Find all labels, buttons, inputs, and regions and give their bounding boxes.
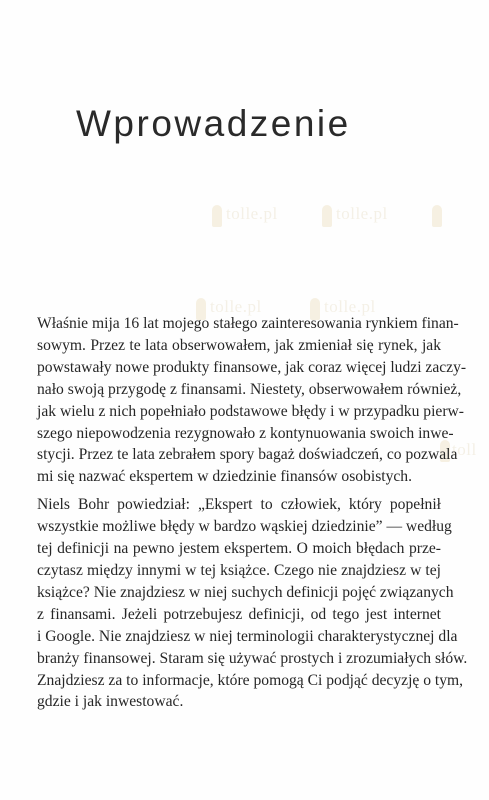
watermark-text: tolle.pl xyxy=(324,297,376,316)
text-line: stycji. Przez te lata zebrałem spory bagaż doświadczeń, co pozwala xyxy=(37,446,458,464)
text-line: czytasz między innymi w tej książce. Czego nie znajdziesz w tej xyxy=(37,561,441,579)
text-line: Właśnie mija 16 lat mojego stałego zainteresowania rynkiem finan- xyxy=(37,315,459,332)
watermark-mark xyxy=(432,205,442,227)
text-line: nało swoją przygodę z finansami. Niestety, obserwowałem również, xyxy=(37,380,462,398)
chapter-title: Wprowadzenie xyxy=(76,103,351,144)
text-line: książce? Nie znajdziesz w niej suchych definicji pojęć związanych xyxy=(37,583,454,601)
text-line: sowym. Przez te lata obserwowałem, jak zmieniał się rynek, jak xyxy=(37,336,441,354)
watermark-mark xyxy=(322,205,332,227)
watermark-text: tolle.pl xyxy=(226,204,278,223)
text-line: branży finansowej. Staram się używać prostych i zrozumiałych słów. xyxy=(37,649,468,667)
watermark-text: tolle.pl xyxy=(336,204,388,223)
text-line: Niels Bohr powiedział: „Ekspert to człowiek, który popełnił xyxy=(37,496,441,514)
watermark-fragment: toll xyxy=(452,440,477,459)
text-line: szego niepowodzenia rezygnowało z kontynuowania swoich inwe- xyxy=(37,424,454,442)
text-line: jak wielu z nich popełniało podstawowe błędy i w przypadku pierw- xyxy=(37,402,464,420)
watermark-text: tolle.pl xyxy=(210,297,262,316)
paragraph xyxy=(37,494,468,713)
text-line: tej definicji na pewno jestem ekspertem. O moich błędach prze- xyxy=(37,540,441,558)
text-line: Znajdziesz za to informacje, które pomogą Ci podjąć decyzję o tym, xyxy=(37,671,464,689)
text-line: powstawały nowe produkty finansowe, jak coraz więcej ludzi zaczy- xyxy=(37,358,467,376)
text-line: gdzie i jak inwestować. xyxy=(37,693,184,711)
text-line: z finansami. Jeżeli potrzebujesz definicji, od tego jest internet xyxy=(37,605,441,623)
text-line: i Google. Nie znajdziesz w niej terminologii charakterystycznej dla xyxy=(37,627,458,645)
text-line: wszystkie możliwe błędy w bardzo wąskiej dziedzinie” — według xyxy=(37,518,452,536)
text-line: mi się nazwać ekspertem w dziedzinie finansów osobistych. xyxy=(37,468,413,486)
watermark-mark xyxy=(212,205,222,227)
